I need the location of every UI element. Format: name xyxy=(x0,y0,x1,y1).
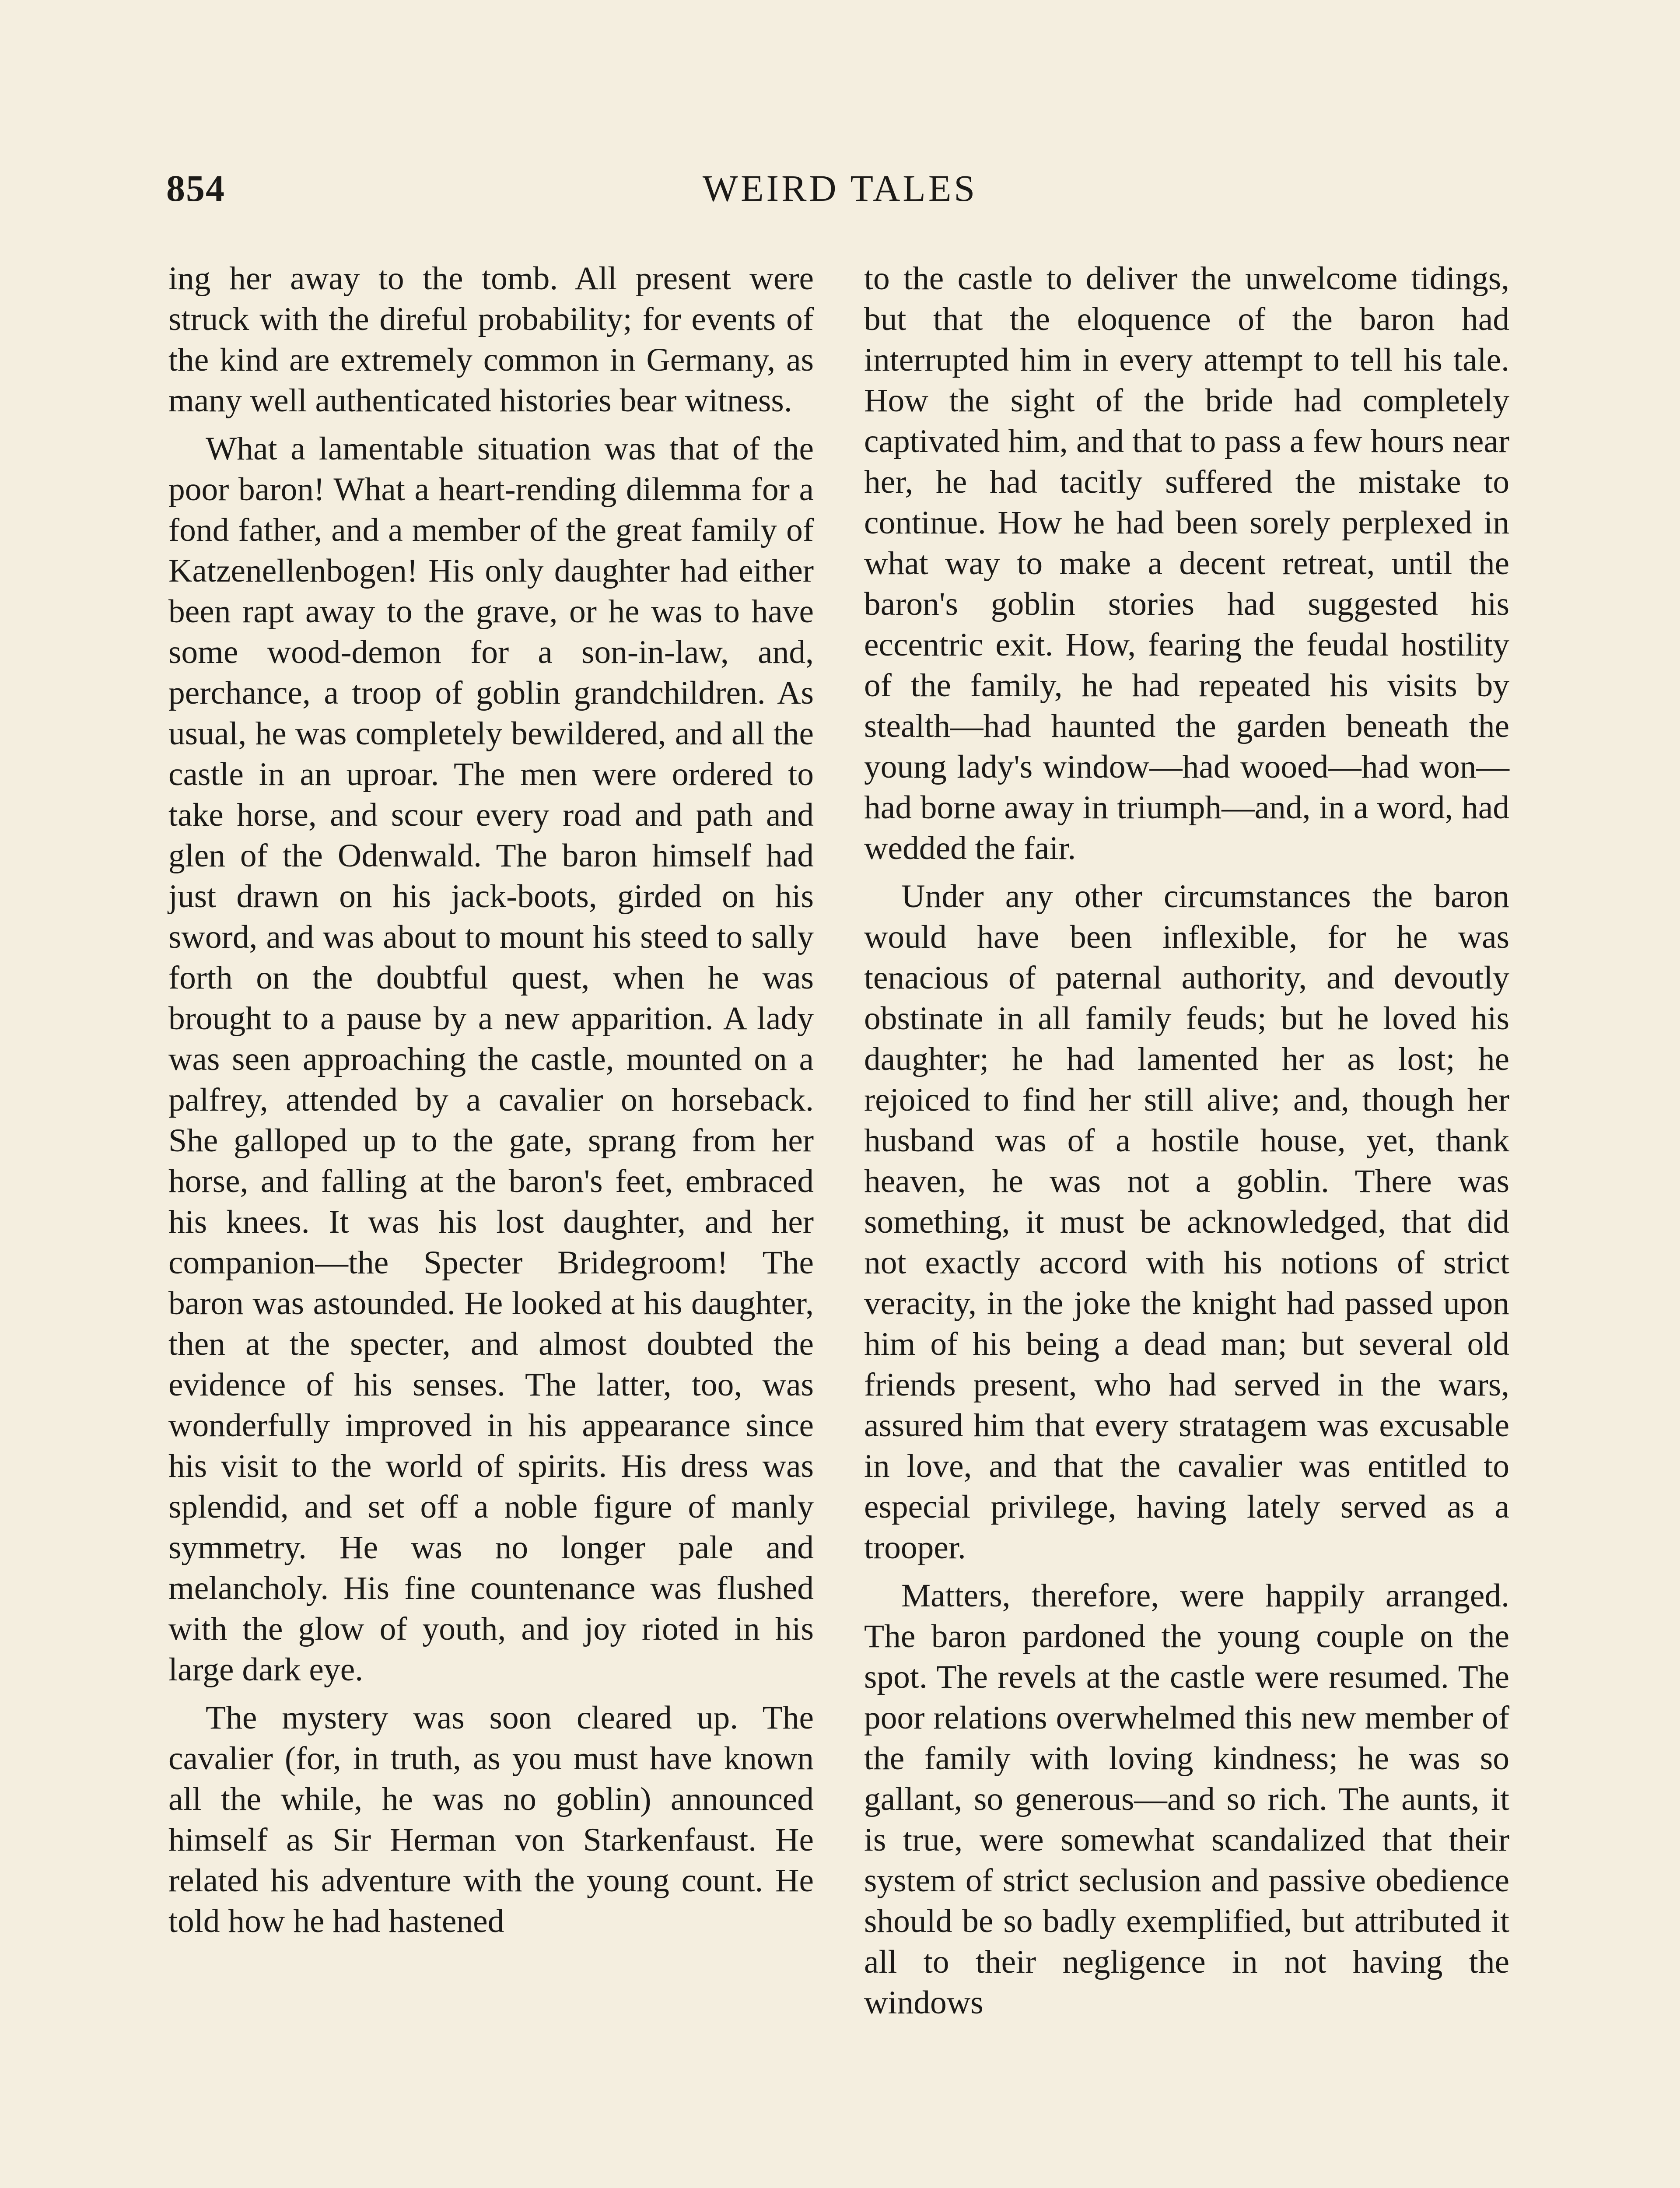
paragraph: to the castle to deliver the unwelcome tidings, but that the eloquence of the baron had interrupted him in every attempt to tell his tale. How the sight of the bride had completely captivated him, and that to pass a few hours near her, he had tacitly suffered the mistake to continue. How he had been sorely perplexed in what way to make a decent retreat, until the baron's goblin stories had suggested his eccentric exit. How, fearing the feudal hostility of the family, he had repeated his visits by stealth—had haunted the garden beneath the young lady's window—had wooed—had won—had borne away in triumph—and, in a word, had wedded the fair. xyxy=(864,260,1509,866)
paragraph: ing her away to the tomb. All present were struck with the direful probability; for events of the kind are extremely common in Germany, as many well authenticated histories bear witness. xyxy=(168,260,814,419)
paragraph: Under any other circumstances the baron would have been inflexible, for he was tenacious of paternal authority, and devoutly obstinate in all family feuds; but he loved his daughter; he had lamented her as lost; he rejoiced to find her still alive; and, though her husband was of a hostile house, yet, thank heaven, he was not a goblin. There was something, it must be acknowledged, that did not exactly accord with his notions of strict veracity, in the joke the knight had passed upon him of his being a dead man; but several old friends present, who had served in the wars, assured him that every stratagem was excusable in love, and that the cavalier was entitled to especial privilege, having lately served as a trooper. xyxy=(864,878,1509,1566)
running-title: WEIRD TALES xyxy=(702,167,978,209)
right-column xyxy=(864,258,1509,2030)
page-number: 854 xyxy=(166,167,225,209)
paragraph: Matters, therefore, were happily arranged. The baron pardoned the young couple on the spot. The revels at the castle were resumed. The poor relations overwhelmed this new member of the family with loving kindness; he was so gallant, so generous—and so rich. The aunts, it is true, were somewhat scandalized that their system of strict seclusion and passive obedience should be so badly exemplified, but attributed it all to their negligence in not having the windows xyxy=(864,1578,1509,2021)
paragraph: The mystery was soon cleared up. The cavalier (for, in truth, as you must have known all the while, he was no goblin) announced himself as Sir Herman von Starkenfaust. He related his adventure with the young count. He told how he had hastened xyxy=(168,1700,814,1939)
left-column xyxy=(168,258,814,1949)
page-header xyxy=(166,158,1514,219)
paragraph: What a lamentable situation was that of the poor baron! What a heart-rending dilemma for a fond father, and a member of the great family of Katzenellenbogen! His only daughter had either been rapt away to the grave, or he was to have some wood-demon for a son-in-law, and, perchance, a troop of goblin grandchildren. As usual, he was completely bewildered, and all the castle in an uproar. The men were ordered to take horse, and scour every road and path and glen of the Odenwald. The baron himself had just drawn on his jack-boots, girded on his sword, and was about to mount his steed to sally forth on the doubtful quest, when he was brought to a pause by a new apparition. A lady was seen approaching the castle, mounted on a palfrey, attended by a cavalier on horseback. She galloped up to the gate, sprang from her horse, and falling at the baron's feet, embraced his knees. It was his lost daughter, and her companion—the Specter Bridegroom! The baron was astounded. He looked at his daughter, then at the specter, and almost doubted the evidence of his senses. The latter, too, was wonderfully improved in his appearance since his visit to the world of spirits. His dress was splendid, and set off a noble figure of manly symmetry. He was no longer pale and melancholy. His fine countenance was flushed with the glow of youth, and joy rioted in his large dark eye. xyxy=(168,431,814,1688)
